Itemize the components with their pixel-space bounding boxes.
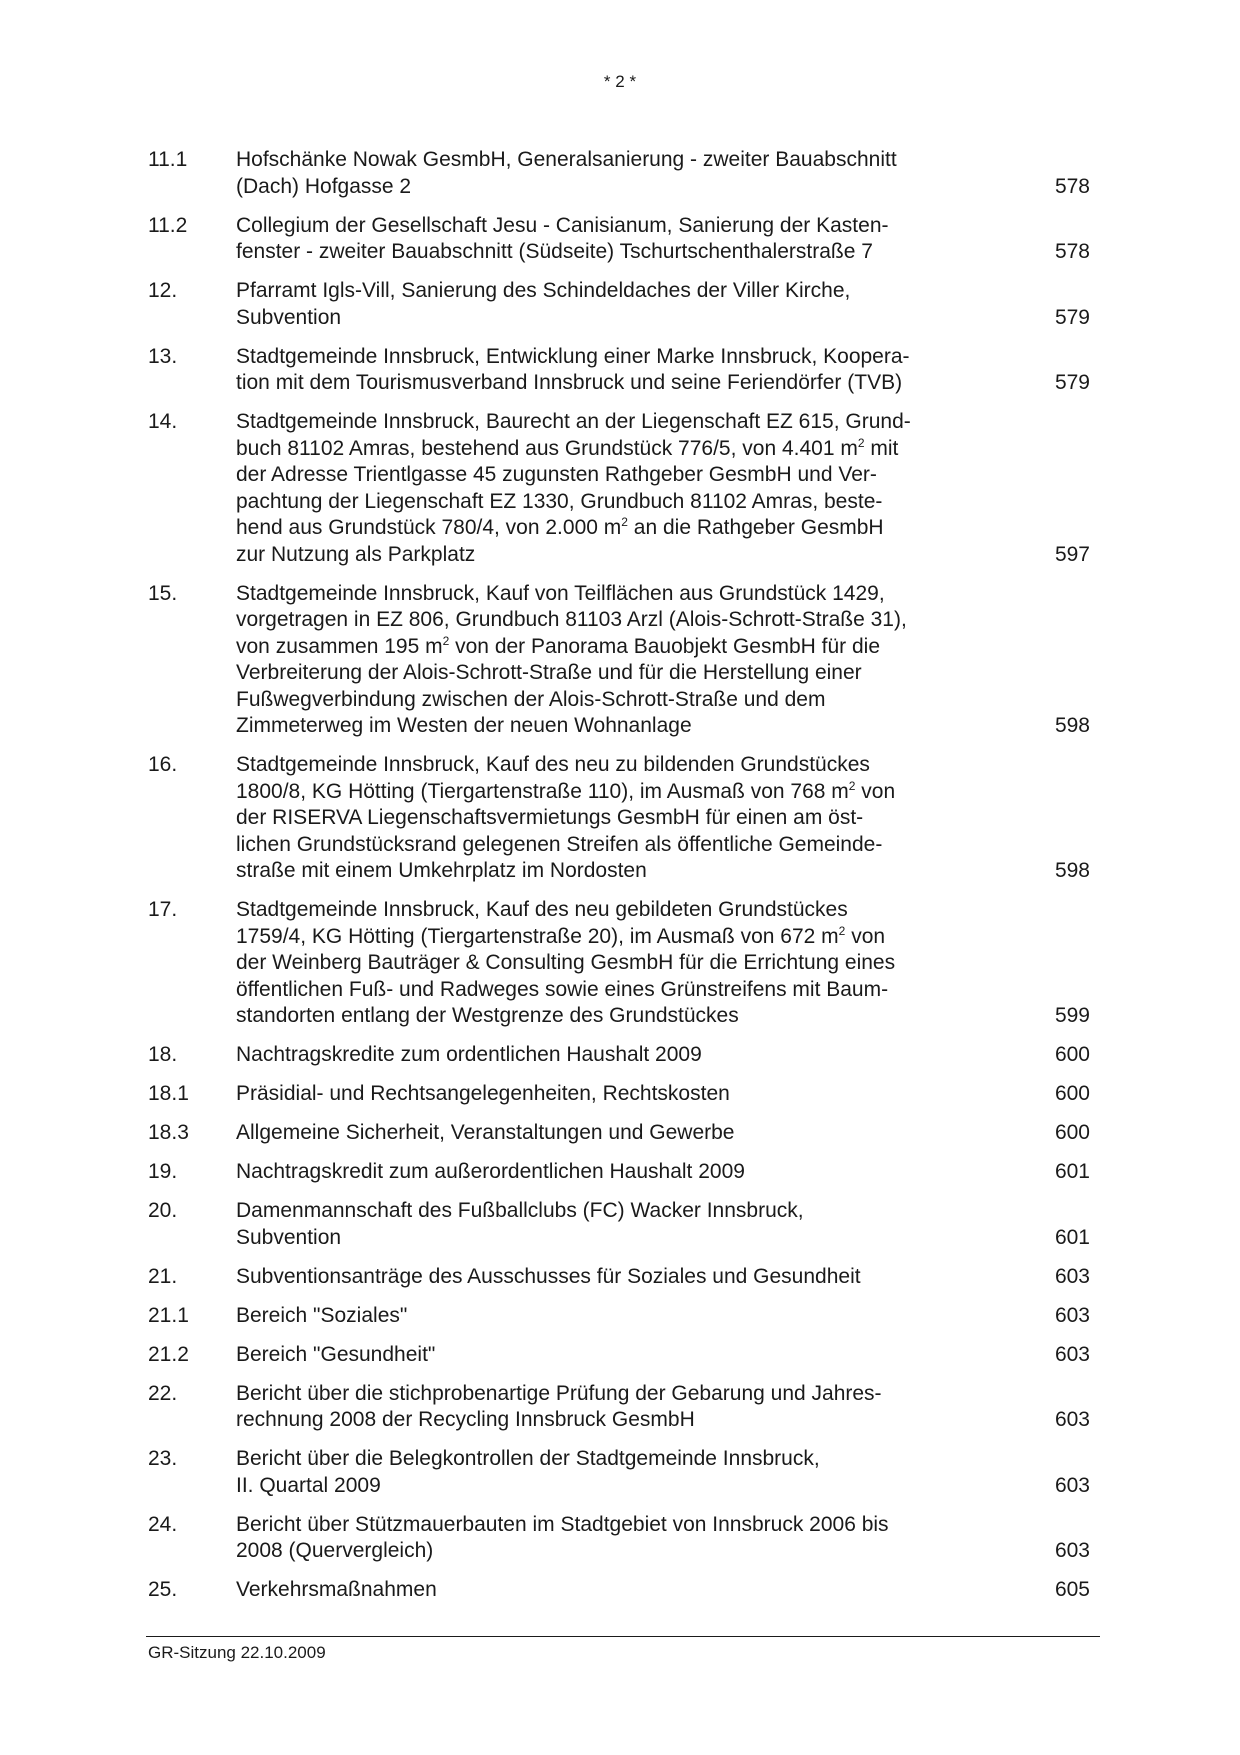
toc-entry-title-line: Nachtragskredite zum ordentlichen Haushalt 2009 (236, 1043, 702, 1066)
toc-entry-number: 23. (148, 1447, 178, 1470)
toc-entry-title-line: fenster - zweiter Bauabschnitt (Südseite) Tschurtschenthalerstraße 7 (236, 240, 873, 263)
toc-entry-title (236, 409, 996, 568)
toc-entry-title (236, 1381, 996, 1434)
toc-entry-page: 601 (1054, 1225, 1090, 1249)
toc-entry-title-line: Bereich "Soziales" (236, 1303, 408, 1327)
toc-entry-page: 603 (1054, 1473, 1090, 1497)
toc-entry (148, 1198, 1090, 1251)
toc-entry-title-line: Bericht über Stützmauerbauten im Stadtgebiet von Innsbruck 2006 bis (236, 1512, 889, 1536)
toc-entry-page: 578 (1054, 174, 1090, 198)
toc-entry-title-line: von zusammen 195 $m^2$ von der Panorama Bauobjekt GesmbH für die (236, 633, 881, 658)
toc-entry-title-line: hend aus Grundstück 780/4, von 2.000 $m^2$ an die Rathgeber GesmbH (236, 515, 884, 539)
toc-entry (148, 213, 1090, 266)
toc-entry-title-line: Stadtgemeinde Innsbruck, Kauf des neu zu bildenden Grundstückes (236, 753, 870, 776)
toc-entry (148, 581, 1090, 740)
toc-entry-number: 25. (148, 1578, 178, 1601)
toc-entry-title (236, 1512, 996, 1565)
toc-entry-title-line: Pfarramt Igls-Vill, Sanierung des Schindeldaches der Viller Kirche, (236, 279, 851, 302)
toc-entry (148, 1342, 1090, 1369)
toc-entry-title-line: Bericht über die stichprobenartige Prüfung der Gebarung und Jahres- (236, 1381, 882, 1405)
toc-entry-title-line: Bereich "Gesundheit" (236, 1342, 436, 1366)
toc-entry-title (236, 752, 996, 885)
toc-entry-page: 600 (1054, 1043, 1090, 1066)
toc-entry-title (236, 1198, 996, 1251)
toc-entry-number: 11.1 (148, 148, 188, 171)
toc-entry (148, 1081, 1090, 1108)
toc-entry-title-line: rechnung 2008 der Recycling Innsbruck GesmbH (236, 1408, 695, 1431)
toc-entry (148, 1512, 1090, 1565)
toc-entry-title (236, 213, 996, 266)
toc-entry-title-line: II. Quartal 2009 (236, 1473, 381, 1497)
toc-entry (148, 1264, 1090, 1291)
toc-entry-number: 21.2 (148, 1342, 189, 1366)
toc-entry-number: 11.2 (148, 213, 188, 237)
toc-entry-number: 18.3 (148, 1121, 189, 1144)
toc-entry-title-line: Damenmannschaft des Fußballclubs (FC) Wacker Innsbruck, (236, 1199, 804, 1222)
toc-entry-title-line: 1759/4, KG Hötting (Tiergartenstraße 20), im Ausmaß von 672 $m^2$ von (236, 923, 886, 948)
toc-entry-title-line: Subventionsanträge des Ausschusses für Soziales und Gesundheit (236, 1264, 861, 1288)
toc-entry (148, 1159, 1090, 1186)
toc-entry (148, 147, 1090, 200)
toc-entry-title (236, 344, 996, 397)
footer-session-date: GR-Sitzung 22.10.2009 (148, 1643, 326, 1662)
toc-entry-title-line: Stadtgemeinde Innsbruck, Entwicklung einer Marke Innsbruck, Koopera- (236, 344, 910, 368)
toc-entry-title (236, 1081, 996, 1108)
table-of-contents (148, 147, 1090, 1616)
toc-entry-page: 603 (1054, 1342, 1090, 1366)
toc-entry-page: 579 (1054, 305, 1090, 329)
toc-entry-title-line: Verkehrsmaßnahmen (236, 1578, 437, 1601)
toc-entry-title (236, 1577, 996, 1604)
toc-entry-page: 598 (1054, 859, 1090, 882)
toc-entry-title-line: Stadtgemeinde Innsbruck, Kauf von Teilflächen aus Grundstück 1429, (236, 581, 885, 605)
toc-entry-title (236, 581, 996, 740)
toc-entry-page: 600 (1054, 1121, 1090, 1144)
toc-entry-number: 20. (148, 1199, 178, 1222)
toc-entry (148, 1303, 1090, 1330)
toc-entry-title-line: buch 81102 Amras, bestehend aus Grundstück 776/5, von 4.401 $m^2$ mit (236, 435, 899, 460)
toc-entry-page: 603 (1054, 1408, 1090, 1431)
toc-entry-number: 12. (148, 279, 178, 302)
toc-entry-title-line: 1800/8, KG Hötting (Tiergartenstraße 110), im Ausmaß von 768 $m^2$ von (236, 778, 896, 803)
toc-entry-title-line: Hofschänke Nowak GesmbH, Generalsanierung - zweiter Bauabschnitt (236, 148, 897, 171)
toc-entry-title-line: der RISERVA Liegenschaftsvermietungs GesmbH für einen am öst- (236, 806, 864, 829)
toc-entry-title-line: lichen Grundstücksrand gelegenen Streifen als öffentliche Gemeinde- (236, 832, 883, 856)
toc-entry-title (236, 1042, 996, 1069)
toc-entry-title-line: vorgetragen in EZ 806, Grundbuch 81103 Arzl (Alois-Schrott-Straße 31), (236, 608, 907, 631)
toc-entry (148, 1381, 1090, 1434)
page-number: * 2 * (603, 72, 637, 91)
toc-entry-title (236, 1159, 996, 1186)
toc-entry-title (236, 1264, 996, 1291)
toc-entry-number: 24. (148, 1512, 178, 1536)
toc-entry-page: 605 (1054, 1578, 1090, 1601)
toc-entry-title-line: standorten entlang der Westgrenze des Grundstückes (236, 1004, 739, 1027)
toc-entry-title-line: Bericht über die Belegkontrollen der Stadtgemeinde Innsbruck, (236, 1447, 820, 1470)
toc-entry-page: 599 (1054, 1004, 1090, 1027)
toc-entry-title (236, 1446, 996, 1499)
toc-entry-page: 603 (1054, 1303, 1090, 1327)
toc-entry-title-line: zur Nutzung als Parkplatz (236, 542, 476, 566)
toc-entry-number: 22. (148, 1381, 178, 1405)
toc-entry-title-line: tion mit dem Tourismusverband Innsbruck und seine Feriendörfer (TVB) (236, 371, 903, 394)
toc-entry-title-line: Nachtragskredit zum außerordentlichen Haushalt 2009 (236, 1160, 745, 1183)
toc-entry-title (236, 1120, 996, 1147)
toc-entry-page: 601 (1054, 1160, 1090, 1183)
toc-entry-page: 598 (1054, 714, 1090, 737)
toc-entry-number: 18. (148, 1043, 178, 1066)
toc-entry (148, 752, 1090, 885)
toc-entry-number: 17. (148, 898, 178, 921)
toc-entry-title-line: pachtung der Liegenschaft EZ 1330, Grundbuch 81102 Amras, beste- (236, 489, 883, 513)
toc-entry-number: 14. (148, 410, 178, 433)
toc-entry-title-line: Subvention (236, 1225, 342, 1249)
toc-entry-title-line: Zimmeterweg im Westen der neuen Wohnanlage (236, 714, 692, 737)
toc-entry-title (236, 1342, 996, 1369)
toc-entry-title-line: der Adresse Trientlgasse 45 zugunsten Rathgeber GesmbH und Ver- (236, 463, 877, 486)
toc-entry (148, 409, 1090, 568)
toc-entry-page: 578 (1054, 240, 1090, 263)
toc-entry-page: 600 (1054, 1082, 1090, 1105)
toc-entry-title-line: Stadtgemeinde Innsbruck, Kauf des neu gebildeten Grundstückes (236, 898, 848, 921)
toc-entry (148, 1577, 1090, 1604)
toc-entry-title-line: Allgemeine Sicherheit, Veranstaltungen und Gewerbe (236, 1121, 735, 1144)
toc-entry-page: 603 (1054, 1264, 1090, 1288)
toc-entry (148, 278, 1090, 331)
toc-entry-title (236, 147, 996, 200)
toc-entry-number: 15. (148, 581, 178, 605)
toc-entry-title-line: Präsidial- und Rechtsangelegenheiten, Rechtskosten (236, 1082, 730, 1105)
toc-entry-page: 579 (1054, 371, 1090, 394)
toc-entry-title-line: Subvention (236, 305, 342, 329)
toc-entry-page: 597 (1054, 542, 1090, 566)
toc-entry (148, 1446, 1090, 1499)
toc-entry-page: 603 (1054, 1539, 1090, 1562)
toc-entry-number: 13. (148, 344, 178, 368)
footer-divider (146, 1636, 1100, 1637)
toc-entry-title-line: der Weinberg Bauträger & Consulting GesmbH für die Errichtung eines (236, 951, 896, 974)
toc-entry-number: 19. (148, 1160, 178, 1183)
toc-entry (148, 1042, 1090, 1069)
toc-entry-title-line: öffentlichen Fuß- und Radweges sowie eines Grünstreifens mit Baum- (236, 977, 889, 1001)
toc-entry-number: 18.1 (148, 1082, 189, 1105)
toc-entry (148, 897, 1090, 1030)
toc-entry-title-line: 2008 (Quervergleich) (236, 1539, 434, 1562)
toc-entry-title (236, 278, 996, 331)
toc-entry-title (236, 1303, 996, 1330)
toc-entry-number: 16. (148, 753, 178, 776)
toc-entry-title-line: Fußwegverbindung zwischen der Alois-Schrott-Straße und dem (236, 687, 826, 711)
toc-entry-title (236, 897, 996, 1030)
toc-entry-title-line: Stadtgemeinde Innsbruck, Baurecht an der Liegenschaft EZ 615, Grund- (236, 410, 911, 433)
toc-entry (148, 344, 1090, 397)
toc-entry (148, 1120, 1090, 1147)
toc-entry-title-line: Verbreiterung der Alois-Schrott-Straße und für die Herstellung einer (236, 661, 862, 684)
toc-entry-number: 21. (148, 1264, 178, 1288)
toc-entry-title-line: straße mit einem Umkehrplatz im Nordosten (236, 859, 647, 882)
toc-entry-title-line: Collegium der Gesellschaft Jesu - Canisianum, Sanierung der Kasten- (236, 213, 889, 237)
toc-entry-title-line: (Dach) Hofgasse 2 (236, 174, 412, 198)
toc-entry-number: 21.1 (148, 1303, 189, 1327)
